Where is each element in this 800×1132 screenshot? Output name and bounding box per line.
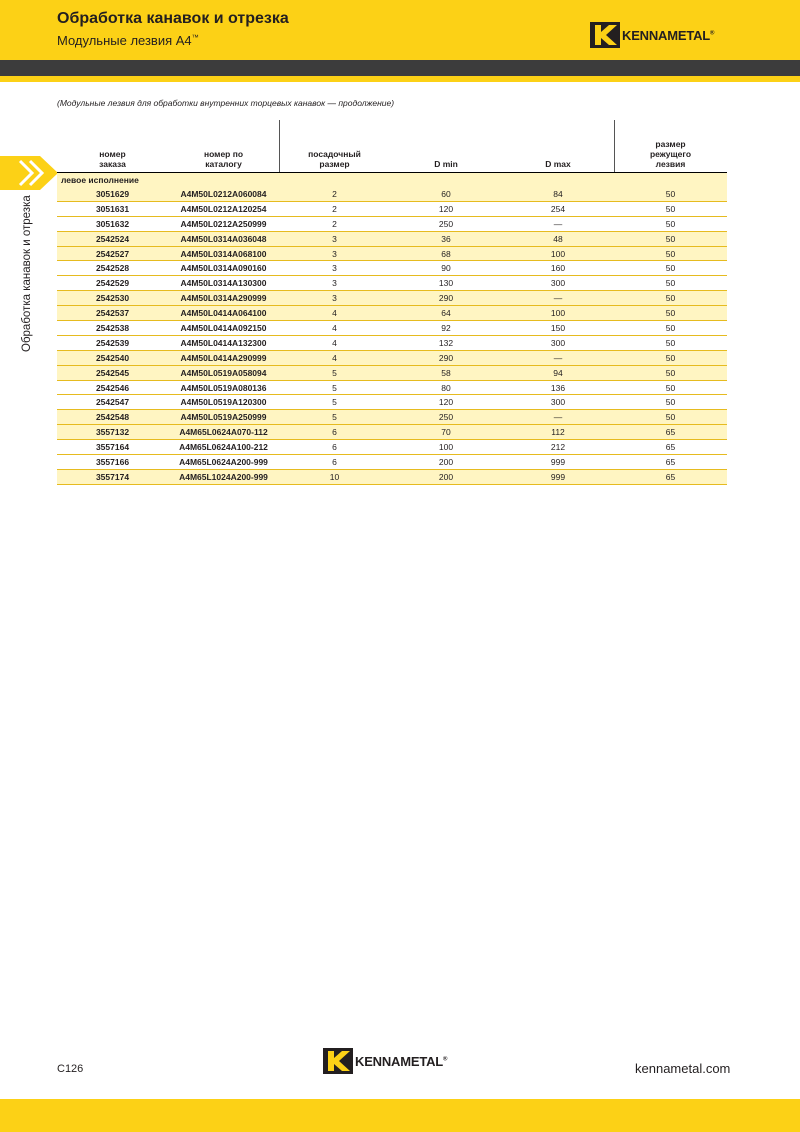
header-line: заказа [99,159,126,169]
cell-seat-size: 4 [332,337,337,348]
cell-d-min: 250 [438,218,454,229]
table-section-label: левое исполнение [57,173,727,187]
cell-d-min: 68 [441,248,451,259]
col-header-d-min [390,159,502,169]
cell-order-number: 2542538 [95,323,130,334]
registered-mark: ® [443,1056,448,1063]
cell-seat-size: 2 [332,203,337,214]
side-section-label: Обработка канавок и отрезка [21,195,33,352]
header-line: режущего [649,149,692,159]
page-header [0,0,800,60]
cell-order-number: 3051631 [95,203,130,214]
cell-seat-size: 3 [332,293,337,304]
table-row [57,440,727,455]
header-line: лезвия [655,159,686,169]
cell-seat-size: 5 [332,367,337,378]
brand-text: KENNAMETAL [622,27,711,43]
cell-order-number: 2542524 [95,233,130,244]
table-header [57,120,727,173]
cell-d-max: — [553,412,563,423]
cell-catalog-number: A4M50L0414A064100 [180,308,267,319]
cell-d-max: 48 [553,233,563,244]
col-header-catalog-number [168,149,279,169]
cell-catalog-number: A4M50L0414A132300 [180,337,267,348]
cell-d-max: 999 [550,457,566,468]
cell-d-max: 112 [551,427,565,438]
cell-seat-size: 2 [332,189,337,199]
cell-seat-size: 6 [332,442,337,453]
cell-d-max: — [553,352,563,363]
registered-mark: ® [710,30,715,37]
cell-blade-size: 50 [665,412,676,423]
cell-d-min: 290 [438,352,454,363]
cell-d-min: 130 [438,278,454,289]
cell-order-number: 2542540 [95,352,130,363]
cell-catalog-number: A4M50L0519A080136 [180,382,267,393]
table-row [57,202,727,217]
cell-blade-size: 50 [665,337,676,348]
header-line: D min [434,159,458,169]
kennametal-k-icon [590,22,620,48]
cell-d-max: 100 [550,248,566,259]
cell-seat-size: 3 [332,278,337,289]
cell-d-min: 120 [438,397,454,408]
cell-seat-size: 4 [332,323,337,334]
cell-seat-size: 6 [332,427,337,438]
product-table [57,120,727,485]
table-row [57,261,727,276]
cell-order-number: 2542547 [95,397,130,408]
table-row [57,410,727,425]
header-line: D max [545,159,571,169]
table-caption: (Модульные лезвия для обработки внутренних торцевых канавок — продолжение) [57,98,395,108]
brand-name-footer [355,1054,447,1069]
table-row [57,232,727,247]
footer-yellow-band [0,1099,800,1132]
cell-seat-size: 10 [329,471,340,482]
cell-blade-size: 50 [665,308,676,319]
cell-catalog-number: A4M50L0212A250999 [180,218,267,229]
cell-catalog-number: A4M50L0314A130300 [180,278,267,289]
cell-catalog-number: A4M50L0519A250999 [180,412,267,423]
table-row [57,187,727,202]
header-line: посадочный [308,149,361,159]
table-row [57,381,727,396]
cell-seat-size: 4 [332,352,337,363]
cell-d-min: 80 [441,382,451,393]
cell-seat-size: 5 [332,412,337,423]
page-subtitle [57,33,199,48]
cell-blade-size: 50 [665,367,676,378]
cell-d-max: 999 [550,471,566,482]
table-row [57,291,727,306]
cell-seat-size: 6 [332,457,337,468]
cell-blade-size: 65 [665,442,676,453]
page-title: Обработка канавок и отрезка [57,10,289,27]
cell-order-number: 2542537 [95,308,130,319]
cell-blade-size: 50 [665,382,676,393]
cell-d-min: 290 [438,293,454,304]
header-line: размер [319,159,350,169]
table-row [57,351,727,366]
cell-blade-size: 50 [665,323,676,334]
cell-order-number: 2542527 [95,248,130,259]
table-row [57,470,727,485]
cell-d-min: 70 [441,427,451,438]
cell-catalog-number: A4M65L0624A070-112 [179,427,268,438]
cell-d-min: 200 [438,471,454,482]
cell-blade-size: 65 [665,427,676,438]
cell-catalog-number: A4M50L0314A290999 [180,293,267,304]
table-row [57,395,727,410]
cell-d-max: 136 [550,382,566,393]
cell-catalog-number: A4M50L0519A120300 [180,397,267,408]
cell-order-number: 3051632 [95,218,130,229]
cell-d-min: 64 [441,308,451,319]
table-row [57,321,727,336]
table-row [57,276,727,291]
cell-catalog-number: A4M65L0624A100-212 [179,442,268,453]
cell-d-max: 100 [550,308,566,319]
cell-catalog-number: A4M50L0519A058094 [180,367,267,378]
table-row [57,366,727,381]
website-link[interactable]: kennametal.com [635,1061,731,1076]
cell-d-min: 132 [438,337,454,348]
cell-order-number: 3051629 [95,189,130,199]
cell-d-max: 254 [550,203,566,214]
cell-blade-size: 50 [665,248,676,259]
cell-d-max: 212 [550,442,566,453]
cell-blade-size: 50 [665,203,676,214]
table-body [57,187,727,485]
cell-seat-size: 4 [332,308,337,319]
cell-order-number: 2542528 [95,263,130,274]
cell-d-max: 160 [550,263,566,274]
cell-catalog-number: A4M50L0314A068100 [180,248,267,259]
header-line: размер [655,139,686,149]
table-row [57,217,727,232]
cell-d-max: — [553,218,563,229]
cell-seat-size: 2 [332,218,337,229]
kennametal-logo [590,22,714,48]
cell-catalog-number: A4M50L0212A060084 [180,189,267,199]
cell-blade-size: 50 [665,263,676,274]
cell-d-max: — [553,293,563,304]
header-line: номер [99,149,126,159]
cell-catalog-number: A4M50L0314A090160 [180,263,267,274]
cell-d-min: 100 [438,442,454,453]
cell-order-number: 2542545 [95,367,130,378]
cell-d-min: 90 [441,263,451,274]
cell-d-min: 58 [441,367,451,378]
cell-d-min: 60 [441,189,451,199]
cell-order-number: 2542529 [95,278,130,289]
cell-d-min: 200 [438,457,454,468]
header-yellow-stripe [0,76,800,82]
cell-seat-size: 3 [332,263,337,274]
cell-seat-size: 5 [332,397,337,408]
cell-order-number: 3557132 [95,427,130,438]
cell-blade-size: 50 [665,218,676,229]
cell-catalog-number: A4M50L0212A120254 [180,203,267,214]
cell-catalog-number: A4M65L1024A200-999 [179,471,268,482]
cell-seat-size: 3 [332,248,337,259]
brand-name [622,28,714,43]
kennametal-logo-footer [323,1048,447,1074]
header-line: номер по [203,149,244,159]
cell-d-max: 94 [553,367,563,378]
cell-order-number: 3557164 [95,442,130,453]
cell-d-min: 120 [438,203,454,214]
subtitle-text: Модульные лезвия A4 [57,33,192,48]
cell-blade-size: 65 [665,457,676,468]
table-row [57,425,727,440]
table-row [57,336,727,351]
cell-d-min: 92 [441,323,451,334]
col-header-seat-size [279,149,390,169]
trademark-mark: ™ [191,34,199,42]
cell-order-number: 2542548 [95,412,130,423]
brand-text: KENNAMETAL [355,1053,444,1069]
cell-catalog-number: A4M65L0624A200-999 [179,457,268,468]
cell-blade-size: 50 [665,278,676,289]
cell-d-max: 300 [550,278,566,289]
col-header-d-max [502,159,614,169]
header-line: каталогу [205,159,242,169]
cell-d-min: 36 [441,233,451,244]
section-chevron-icon [0,156,58,190]
col-header-blade-size [614,139,727,169]
table-row [57,455,727,470]
table-row [57,306,727,321]
cell-catalog-number: A4M50L0414A092150 [180,323,267,334]
cell-blade-size: 65 [665,471,676,482]
header-dark-band [0,60,800,76]
cell-d-min: 250 [438,412,454,423]
cell-d-max: 300 [550,337,566,348]
cell-order-number: 3557166 [95,457,130,468]
cell-blade-size: 50 [665,352,676,363]
cell-d-max: 150 [550,323,566,334]
cell-catalog-number: A4M50L0414A290999 [180,352,267,363]
cell-blade-size: 50 [665,189,676,199]
kennametal-k-icon [323,1048,353,1074]
cell-blade-size: 50 [665,293,676,304]
page-number: C126 [57,1063,84,1075]
cell-order-number: 2542546 [95,382,130,393]
cell-order-number: 3557174 [95,471,130,482]
cell-d-max: 300 [550,397,566,408]
cell-order-number: 2542539 [95,337,130,348]
cell-blade-size: 50 [665,397,676,408]
cell-d-max: 84 [553,189,563,199]
col-header-order-number [57,149,168,169]
table-row [57,247,727,262]
cell-seat-size: 3 [332,233,337,244]
cell-order-number: 2542530 [95,293,130,304]
cell-blade-size: 50 [665,233,676,244]
cell-catalog-number: A4M50L0314A036048 [180,233,267,244]
cell-seat-size: 5 [332,382,337,393]
